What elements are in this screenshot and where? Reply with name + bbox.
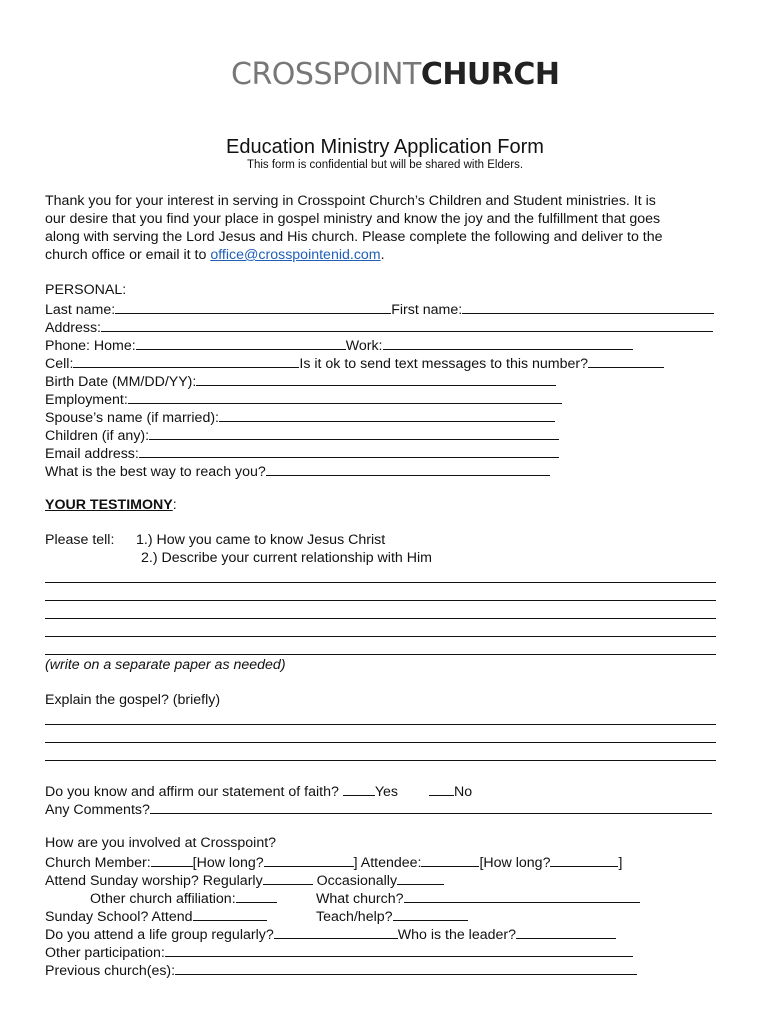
life-group-field[interactable] [274, 924, 398, 939]
worship-occasionally-field[interactable] [397, 870, 444, 885]
involvement-question: How are you involved at Crosspoint? [45, 835, 277, 851]
what-church-row: What church? [316, 888, 640, 908]
text-ok-field[interactable] [588, 353, 664, 368]
form-title: Education Ministry Application Form [226, 136, 544, 158]
church-logo [225, 44, 560, 104]
comments-field[interactable] [150, 799, 712, 814]
member-field[interactable] [151, 852, 193, 867]
affiliation-field[interactable] [236, 888, 277, 903]
work-phone-field[interactable] [383, 335, 633, 350]
birth-date-field[interactable] [196, 371, 556, 386]
faith-no-field[interactable] [429, 781, 454, 796]
attendee-how-long-field[interactable] [550, 852, 618, 867]
teach-field[interactable] [393, 906, 468, 921]
home-phone-field[interactable] [136, 335, 346, 350]
row-name: Last name: First name: [45, 299, 714, 319]
teach-row: Teach/help? [316, 906, 468, 926]
row-children: Children (if any): [45, 425, 559, 445]
worship-row: Attend Sunday worship? Regularly Occasionally [45, 870, 444, 890]
row-best-way: What is the best way to reach you? [45, 461, 550, 481]
email-link[interactable]: office@crosspointenid.com [210, 247, 381, 263]
other-participation-field[interactable] [165, 942, 633, 957]
cell-field[interactable] [73, 353, 299, 368]
address-field[interactable] [101, 317, 713, 332]
employment-field[interactable] [128, 389, 562, 404]
sunday-school-row: Sunday School? Attend [45, 906, 267, 926]
last-name-field[interactable] [115, 299, 391, 314]
member-row: Church Member: [How long? ] Attendee: [How long? ] [45, 852, 622, 872]
separate-paper-note: (write on a separate paper as needed) [45, 657, 286, 673]
gospel-line-3[interactable] [45, 760, 716, 761]
first-name-field[interactable] [462, 299, 714, 314]
please-tell-row: Please tell: [45, 532, 115, 548]
row-phone: Phone: Home: Work: [45, 335, 633, 355]
testimony-line-4[interactable] [45, 636, 716, 637]
personal-heading: PERSONAL: [45, 282, 127, 298]
intro-line-2: our desire that you find your place in gospel ministry and know the joy and the fulfillment that goes [45, 211, 661, 227]
gospel-line-2[interactable] [45, 742, 716, 743]
children-field[interactable] [149, 425, 559, 440]
question-1: 1.) How you came to know Jesus Christ [136, 532, 386, 548]
row-employment: Employment: [45, 389, 562, 409]
gospel-question: Explain the gospel? (briefly) [45, 692, 221, 708]
intro-line-1: Thank you for your interest in serving in Crosspoint Church’s Children and Student ministries. It is [45, 193, 656, 209]
previous-church-row: Previous church(es): [45, 960, 637, 980]
attendee-field[interactable] [421, 852, 479, 867]
testimony-line-3[interactable] [45, 618, 716, 619]
worship-regularly-field[interactable] [263, 870, 313, 885]
question-2: 2.) Describe your current relationship with Him [141, 550, 432, 566]
previous-church-field[interactable] [175, 960, 637, 975]
row-birth: Birth Date (MM/DD/YY): [45, 371, 556, 391]
testimony-line-2[interactable] [45, 600, 716, 601]
gospel-line-1[interactable] [45, 724, 716, 725]
form-subtitle: This form is confidential but will be shared with Elders. [246, 159, 524, 171]
sunday-school-field[interactable] [193, 906, 267, 921]
email-field[interactable] [139, 443, 559, 458]
row-email: Email address: [45, 443, 559, 463]
testimony-line-1[interactable] [45, 582, 716, 583]
row-address: Address: [45, 317, 713, 337]
comments-row: Any Comments? [45, 799, 712, 819]
testimony-line-5[interactable] [45, 654, 716, 655]
leader-field[interactable] [516, 924, 616, 939]
logo-wordmark: CROSSPOINTCHURCH [231, 56, 560, 92]
spouse-field[interactable] [219, 407, 555, 422]
row-cell: Cell: Is it ok to send text messages to this number? [45, 353, 664, 373]
faith-yes-field[interactable] [343, 781, 375, 796]
other-participation-row: Other participation: [45, 942, 633, 962]
life-group-row: Do you attend a life group regularly? Who is the leader? [45, 924, 616, 944]
what-church-field[interactable] [404, 888, 640, 903]
best-way-field[interactable] [266, 461, 550, 476]
row-spouse: Spouse’s name (if married): [45, 407, 555, 427]
faith-row: Do you know and affirm our statement of faith? Yes No [45, 781, 472, 801]
testimony-heading: YOUR TESTIMONY: [45, 497, 177, 513]
intro-line-3: along with serving the Lord Jesus and His church. Please complete the following and deliver to the [45, 229, 663, 245]
intro-line-4: church office or email it to office@crosspointenid.com. [45, 247, 385, 263]
affiliation-row: Other church affiliation: [90, 888, 277, 908]
member-how-long-field[interactable] [264, 852, 354, 867]
